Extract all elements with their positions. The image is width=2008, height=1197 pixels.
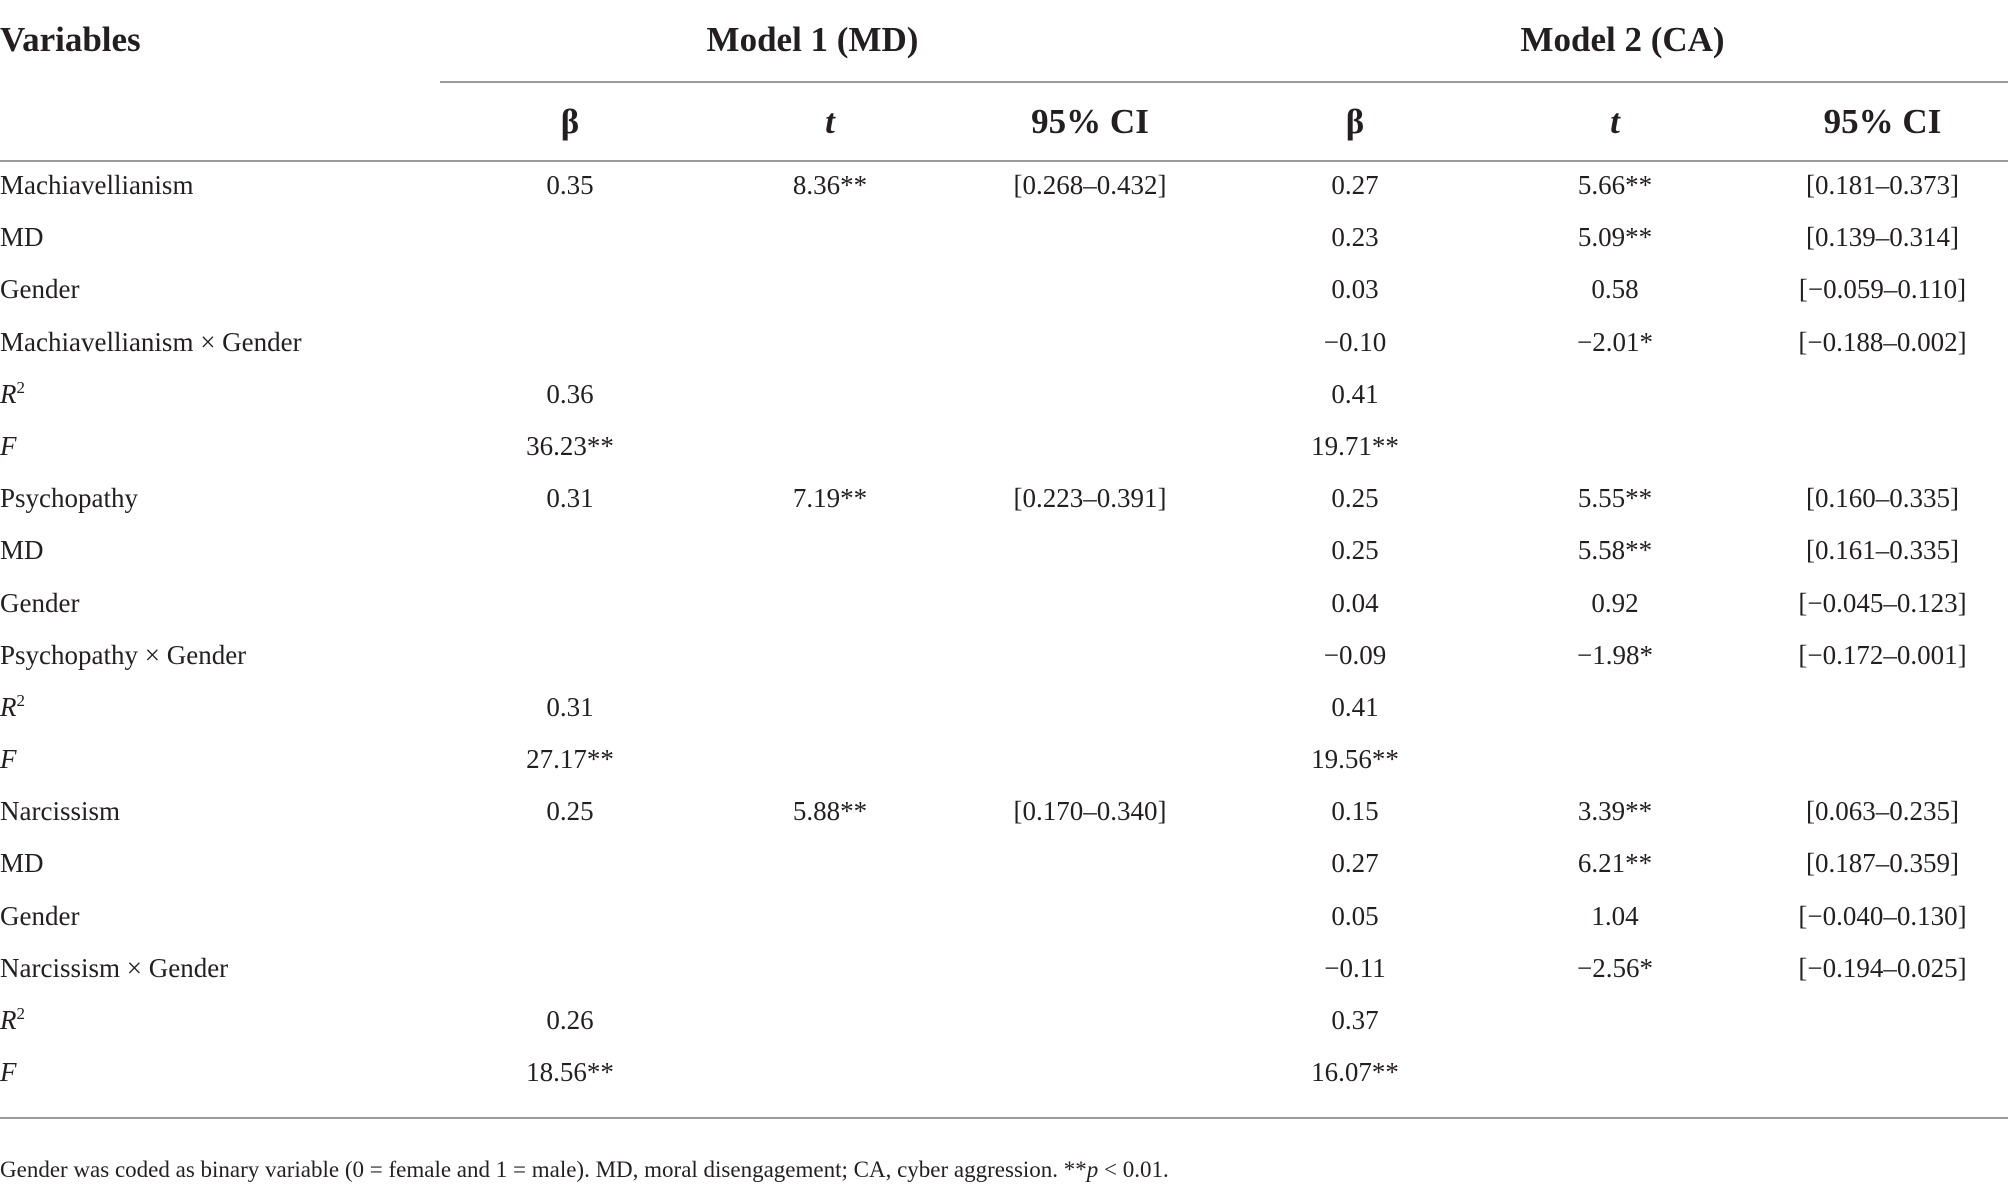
m2-t-header: t [1610,102,1620,141]
variable-label [0,374,25,414]
variable-label-text: R [0,1005,17,1035]
subheader-row [0,84,2008,160]
m2-t-cell: 5.55** [1577,483,1653,514]
m2-beta-cell: 0.25 [1331,535,1379,566]
table-row [0,217,2008,269]
m2-ci-cell: [−0.045–0.123] [1798,587,1967,618]
table-row [0,843,2008,895]
table-row [0,530,2008,582]
variable-label-text: Machiavellianism × Gender [0,326,302,357]
table-row [0,896,2008,948]
table-row [0,322,2008,374]
m2-ci-cell: [0.139–0.314] [1806,222,1959,253]
superscript: 2 [16,1004,25,1023]
m2-t-cell: 1.04 [1591,900,1639,931]
m1-beta-cell: 0.26 [546,1005,594,1035]
variable-label-text: R [0,691,17,722]
variable-label-text: F [0,1057,17,1088]
variable-label-text: R [0,378,17,409]
variable-label [0,165,193,205]
table-row [0,635,2008,687]
variable-label [0,217,44,257]
m2-beta-cell: 16.07** [1311,1057,1399,1088]
variable-label [0,583,79,623]
m1-ci-cell: [0.223–0.391] [1013,483,1167,514]
m2-t-cell: 0.58 [1591,274,1639,305]
table-row [0,165,2008,217]
variable-label [0,478,138,518]
m2-beta-cell: 0.15 [1331,796,1379,827]
m2-ci-cell: [−0.059–0.110] [1798,274,1967,305]
m2-ci-cell: [−0.172–0.001] [1798,639,1967,670]
subheader-divider [440,81,2008,83]
m2-beta-cell: 0.41 [1331,378,1379,409]
table-footnote [0,1155,1169,1185]
variable-label [0,1052,17,1092]
variable-label [0,1000,25,1040]
m2-ci-cell: [0.187–0.359] [1806,848,1959,879]
m2-t-cell: 3.39** [1577,796,1653,827]
m2-t-cell: −1.98* [1577,639,1653,670]
m1-ci-cell: [0.170–0.340] [1013,796,1167,827]
m2-t-cell: −2.56* [1577,952,1653,983]
m2-ci-cell: [0.063–0.235] [1806,796,1959,827]
variable-label-text: Gender [0,587,80,618]
variable-label-text: Psychopathy × Gender [0,639,247,670]
model2-header: Model 2 (CA) [1520,20,1725,59]
m1-beta-cell: 0.35 [546,170,594,200]
variable-label [0,426,17,466]
m2-beta-cell: 0.41 [1331,691,1379,722]
variable-label [0,687,25,727]
m2-t-cell: 0.92 [1591,587,1639,618]
m1-t-cell: 5.88** [792,796,868,827]
m2-beta-cell: 0.25 [1331,483,1379,514]
table-row [0,687,2008,739]
variable-label-text: Narcissism × Gender [0,952,229,983]
m1-beta-cell: 0.31 [546,483,594,514]
table-row [0,791,2008,843]
m2-beta-cell: 0.05 [1331,900,1379,931]
variable-label [0,843,44,883]
variable-label-text: Machiavellianism [0,170,194,200]
m1-beta-cell: 0.25 [546,796,594,827]
m1-beta-cell: 36.23** [526,430,614,461]
m2-ci-cell: [−0.194–0.025] [1798,952,1967,983]
variable-label-text: Gender [0,900,80,931]
variable-label [0,269,79,309]
m2-t-cell: 5.66** [1577,170,1653,200]
model1-header: Model 1 (MD) [706,20,919,59]
m2-t-cell: 6.21** [1577,848,1653,879]
footnote-p: p [1086,1157,1099,1182]
variable-label-text: F [0,430,17,461]
variable-label [0,322,302,362]
m1-ci-cell: [0.268–0.432] [1013,170,1167,200]
variable-label-text: Gender [0,274,80,305]
table-body [0,165,2008,1104]
m2-ci-cell: [−0.188–0.002] [1798,326,1967,357]
table-row [0,374,2008,426]
table-row [0,1052,2008,1104]
table-header-row [0,0,2008,80]
m2-ci-cell: [0.160–0.335] [1806,483,1959,514]
m1-beta-cell: 18.56** [526,1057,614,1088]
m2-ci-cell: [−0.040–0.130] [1798,900,1967,931]
m2-t-cell: −2.01* [1577,326,1653,357]
m2-beta-cell: 19.71** [1311,430,1399,461]
variable-label-text: MD [0,848,44,879]
variable-label [0,791,120,831]
variable-label [0,896,79,936]
table-row [0,269,2008,321]
variable-label-text: Psychopathy [0,483,138,514]
variables-header: Variables [0,20,141,59]
m2-ci-header: 95% CI [1823,102,1942,141]
m2-beta-cell: −0.11 [1324,952,1386,983]
variable-label-text: Narcissism [0,796,120,827]
m1-t-cell: 8.36** [792,170,868,200]
footnote-text: Gender was coded as binary variable (0 = female and 1 = male). MD, moral disengagement; CA, cyber aggression. ** [0,1157,1087,1182]
superscript: 2 [16,690,25,710]
variable-label [0,530,44,570]
table-row [0,583,2008,635]
m1-t-cell: 7.19** [792,483,868,514]
m2-t-cell: 5.09** [1577,222,1653,253]
superscript: 2 [16,377,25,397]
table-row [0,1000,2008,1052]
table-row [0,739,2008,791]
table-row [0,426,2008,478]
table-bottom-divider [0,1117,2008,1119]
m2-ci-cell: [0.181–0.373] [1806,170,1959,200]
variable-label-text: MD [0,535,44,566]
footnote-tail: < 0.01. [1098,1157,1169,1182]
m1-beta-header: β [560,102,580,141]
m2-beta-cell: 0.27 [1331,848,1379,879]
m2-beta-cell: −0.10 [1323,326,1387,357]
variable-label-text: F [0,744,17,775]
variable-label [0,739,17,779]
variable-label-text: MD [0,222,44,253]
m2-beta-cell: 19.56** [1311,744,1399,775]
variable-label [0,635,246,675]
m2-beta-header: β [1345,102,1365,141]
m2-t-cell: 5.58** [1577,535,1653,566]
header-divider [0,160,2008,162]
m2-beta-cell: 0.27 [1331,170,1379,200]
m1-beta-cell: 27.17** [526,744,614,775]
m2-beta-cell: 0.04 [1331,587,1379,618]
m1-ci-header: 95% CI [1031,102,1149,141]
m2-ci-cell: [0.161–0.335] [1806,535,1959,566]
table-row [0,948,2008,1000]
m2-beta-cell: 0.37 [1331,1005,1379,1035]
m1-beta-cell: 0.31 [546,691,594,722]
m2-beta-cell: 0.23 [1331,222,1379,253]
m1-beta-cell: 0.36 [546,378,594,409]
table-row [0,478,2008,530]
variable-label [0,948,228,988]
m1-t-header: t [825,102,835,141]
m2-beta-cell: 0.03 [1331,274,1379,305]
m2-beta-cell: −0.09 [1323,639,1387,670]
